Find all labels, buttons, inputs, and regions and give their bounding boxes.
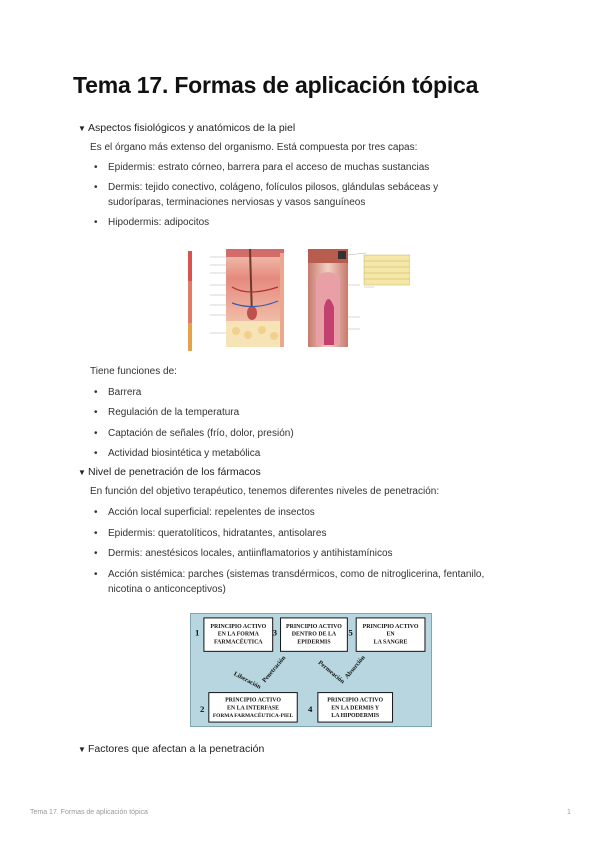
toggle-penetration-level[interactable] — [78, 466, 261, 478]
diagram-box-1-line: FARMACÉUTICA — [214, 639, 263, 646]
list-item: • Dermis: tejido conectivo, colágeno, folículos pilosos, glándulas sebáceas y sudoríparas, terminaciones nerviosas y vasos sanguíneos — [94, 182, 439, 208]
diagram-box-5-line: EN — [386, 631, 395, 638]
diagram-step-penetration: Penetración — [260, 654, 288, 685]
diagram-box-5-line: LA SANGRE — [373, 639, 408, 646]
list-item: • Actividad biosintética y metabólica — [94, 448, 261, 459]
diagram-box-3-line: EPIDERMIS — [297, 639, 331, 646]
list-item: • Hipodermis: adipocitos — [94, 217, 210, 228]
diagram-step-liberation: Liberación — [232, 670, 263, 691]
diagram-box-1-line: EN LA FORMA — [217, 631, 259, 638]
toggle-label: Nivel de penetración de los fármacos — [88, 466, 261, 478]
diagram-box-4-line: LA HIPODERMIS — [331, 713, 380, 720]
toggle-triangle-icon: ▼ — [78, 468, 86, 477]
toggle-label: Aspectos fisiológicos y anatómicos de la piel — [88, 122, 296, 134]
list-item: • Acción sistémica: parches (sistemas transdérmicos, como de nitroglicerina, fentanilo, nicotina o anticonceptivos) — [94, 569, 485, 595]
list-item: • Barrera — [94, 387, 142, 398]
penetration-intro: En función del objetivo terapéutico, tenemos diferentes niveles de penetración: — [90, 486, 440, 497]
list-item: • Captación de señales (frío, dolor, presión) — [94, 428, 294, 439]
diagram-box-3-line: DENTRO DE LA — [291, 631, 337, 638]
diagram-box-5-line: PRINCIPIO ACTIVO — [362, 623, 419, 630]
page-title: Tema 17. Formas de aplicación tópica — [73, 72, 479, 98]
list-item: • Epidermis: queratolíticos, hidratantes, antisolares — [94, 528, 327, 539]
toggle-skin-anatomy[interactable] — [78, 122, 295, 134]
skin-intro: Es el órgano más extenso del organismo. Está compuesta por tres capas: — [90, 142, 418, 153]
footer-title: Tema 17. Formas de aplicación tópica — [30, 809, 148, 816]
diagram-num-1: 1 — [195, 627, 200, 638]
list-item: • Acción local superficial: repelentes de insectos — [94, 507, 315, 518]
diagram-num-5: 5 — [348, 627, 353, 638]
penetration-flow-diagram — [190, 613, 432, 727]
skin-layers-figure — [188, 247, 410, 353]
toggle-penetration-factors[interactable] — [78, 743, 264, 755]
toggle-label: Factores que afectan a la penetración — [88, 743, 265, 755]
diagram-box-2-line: PRINCIPIO ACTIVO — [225, 697, 281, 704]
diagram-box-1-line: PRINCIPIO ACTIVO — [210, 623, 267, 630]
diagram-box-4-line: EN LA DERMIS Y — [331, 705, 380, 712]
diagram-box-3-line: PRINCIPIO ACTIVO — [286, 623, 342, 630]
functions-intro: Tiene funciones de: — [90, 366, 177, 377]
diagram-num-3: 3 — [272, 627, 278, 638]
diagram-num-2: 2 — [199, 704, 205, 715]
footer-page-number: 1 — [567, 809, 571, 816]
list-item: • Regulación de la temperatura — [94, 407, 240, 418]
toggle-triangle-icon: ▼ — [78, 124, 86, 133]
diagram-box-2-line: FORMA FARMACÉUTICA-PIEL — [212, 713, 294, 720]
list-item: • Epidermis: estrato córneo, barrera para el acceso de muchas sustancias — [94, 162, 430, 173]
toggle-triangle-icon: ▼ — [78, 745, 86, 754]
diagram-num-4: 4 — [308, 704, 313, 715]
diagram-box-2-line: EN LA INTERFASE — [226, 705, 280, 712]
list-item: • Dermis: anestésicos locales, antiinflamatorios y antihistamínicos — [94, 548, 393, 559]
diagram-step-permeation: Permeación — [316, 659, 346, 686]
diagram-step-absorption: Absorción — [343, 654, 367, 681]
diagram-box-4-line: PRINCIPIO ACTIVO — [327, 697, 384, 704]
